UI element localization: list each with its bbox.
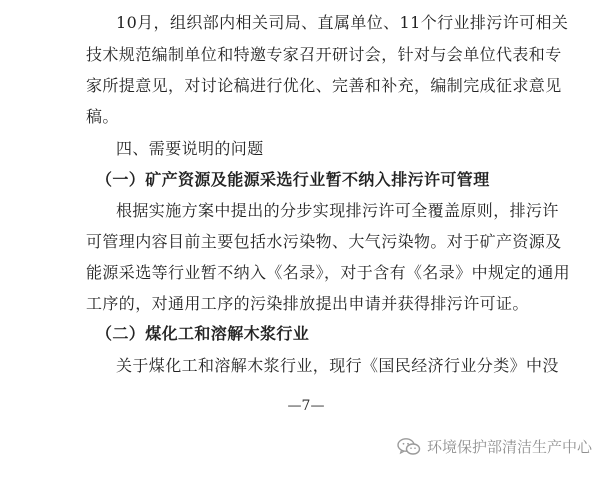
watermark [397,436,592,457]
watermark-text: 环境保护部清洁生产中心 [426,438,592,456]
section-heading: 四、需要说明的问题 [116,139,264,158]
paragraph-1-line-3: 家所提意见，对讨论稿进行优化、完善和补充，编制完成征求意见 [86,76,562,95]
page-number: —7— [287,398,325,414]
wechat-icon [397,438,421,456]
paragraph-1-line-4: 稿。 [86,107,119,126]
paragraph-2-line-3: 能源采选等行业暂不纳入《名录》，对于含有《名录》中规定的通用 [86,263,571,282]
subsection-heading-2: （二）煤化工和溶解木浆行业 [96,324,310,343]
paragraph-3-line-1: 关于煤化工和溶解木浆行业，现行《国民经济行业分类》中没 [116,356,559,375]
subsection-heading-1: （一）矿产资源及能源采选行业暂不纳入排污许可管理 [96,170,490,189]
paragraph-1-line-2: 技术规范编制单位和特邀专家召开研讨会，针对与会单位代表和专 [86,45,562,64]
paragraph-2-line-2: 可管理内容目前主要包括水污染物、大气污染物。对于矿产资源及 [86,232,562,251]
paragraph-1-line-1: 10月，组织部内相关司局、直属单位、11个行业排污许可相关 [116,13,569,32]
paragraph-2-line-4: 工序的，对通用工序的污染排放提出申请并获得排污许可证。 [86,294,529,313]
paragraph-2-line-1: 根据实施方案中提出的分步实现排污许可全覆盖原则，排污许 [116,201,559,220]
